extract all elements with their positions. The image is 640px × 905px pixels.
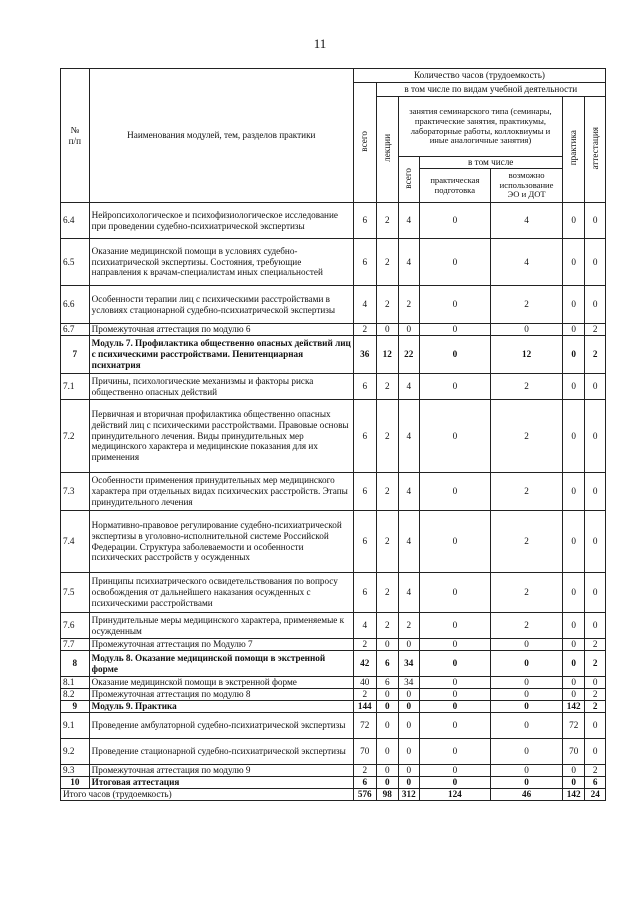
- hours-cell: 72: [562, 713, 585, 739]
- table-row: [61, 677, 606, 689]
- row-number: 6.7: [61, 324, 90, 336]
- hours-cell: 0: [419, 713, 491, 739]
- hours-cell: 34: [399, 677, 419, 689]
- row-number: 7.7: [61, 639, 90, 651]
- table-row: [61, 639, 606, 651]
- hours-cell: 0: [419, 473, 491, 511]
- row-number: 6.4: [61, 203, 90, 239]
- hours-cell: 4: [399, 573, 419, 613]
- hours-cell: 0: [419, 286, 491, 324]
- row-title: Оказание медицинской помощи в условиях судебно-психиатрической экспертизы. Состояния, требующие направления к врачам-специалистам иных специальностей: [89, 239, 353, 286]
- hours-cell: 0: [491, 324, 563, 336]
- header-seminar-total-cell: [399, 157, 419, 203]
- hours-cell: 4: [491, 203, 563, 239]
- hours-cell: 0: [585, 713, 606, 739]
- hours-cell: 6: [353, 511, 376, 573]
- hours-cell: 0: [491, 777, 563, 789]
- table-body: [61, 203, 606, 801]
- row-title: Нормативно-правовое регулирование судебно-психиатрической экспертизы в уголовно-исполнительной системе Российской Федерации. Структура заболеваемости и особенности психических расстройств у осужденных: [89, 511, 353, 573]
- hours-cell: 36: [353, 336, 376, 374]
- row-title: Особенности терапии лиц с психическими расстройствами в условиях стационарной судебно-психиатрической экспертизы: [89, 286, 353, 324]
- table-row: [61, 701, 606, 713]
- hours-cell: 6: [353, 203, 376, 239]
- hours-cell: 0: [419, 651, 491, 677]
- hours-cell: 70: [562, 739, 585, 765]
- table-row: [61, 239, 606, 286]
- table-row: [61, 324, 606, 336]
- hours-cell: 0: [419, 374, 491, 400]
- hours-cell: 2: [376, 511, 399, 573]
- hours-cell: 0: [376, 689, 399, 701]
- hours-cell: 0: [419, 336, 491, 374]
- hours-cell: 0: [419, 203, 491, 239]
- row-title: Принципы психиатрического освидетельствования по вопросу освобождения от дальнейшего наказания осужденных с психическими расстройствами: [89, 573, 353, 613]
- hours-cell: 0: [585, 239, 606, 286]
- hours-cell: 0: [419, 324, 491, 336]
- hours-cell: 2: [376, 286, 399, 324]
- hours-cell: 2: [585, 701, 606, 713]
- hours-cell: 0: [491, 765, 563, 777]
- hours-cell: 0: [376, 739, 399, 765]
- hours-cell: 0: [585, 739, 606, 765]
- hours-cell: 2: [491, 286, 563, 324]
- hours-cell: 4: [399, 473, 419, 511]
- hours-cell: 0: [562, 677, 585, 689]
- hours-cell: 2: [491, 400, 563, 473]
- hours-cell: 2: [585, 324, 606, 336]
- row-title: Промежуточная аттестация по Модулю 7: [89, 639, 353, 651]
- hours-cell: 2: [491, 613, 563, 639]
- table-row: [61, 400, 606, 473]
- hours-cell: 0: [562, 239, 585, 286]
- hours-cell: 2: [376, 613, 399, 639]
- header-lectures-cell: [376, 97, 399, 203]
- hours-cell: 0: [562, 203, 585, 239]
- row-number: 10: [61, 777, 90, 789]
- row-title: Проведение амбулаторной судебно-психиатрической экспертизы: [89, 713, 353, 739]
- hours-cell: 0: [562, 651, 585, 677]
- hours-cell: 0: [419, 677, 491, 689]
- hours-cell: 0: [491, 701, 563, 713]
- hours-cell: 0: [491, 739, 563, 765]
- hours-cell: 0: [419, 573, 491, 613]
- hours-cell: 6: [585, 777, 606, 789]
- header-practice-cell: [562, 97, 585, 203]
- hours-cell: 0: [399, 739, 419, 765]
- hours-cell: 2: [491, 511, 563, 573]
- total-cell: 24: [585, 789, 606, 801]
- hours-cell: 2: [399, 613, 419, 639]
- hours-cell: 0: [491, 639, 563, 651]
- row-number: 9.2: [61, 739, 90, 765]
- hours-cell: 70: [353, 739, 376, 765]
- header-attestation-cell: [585, 97, 606, 203]
- hours-cell: 2: [399, 286, 419, 324]
- hours-cell: 0: [419, 777, 491, 789]
- hours-cell: 0: [585, 286, 606, 324]
- hours-cell: 0: [419, 400, 491, 473]
- hours-cell: 0: [562, 573, 585, 613]
- total-cell: 142: [562, 789, 585, 801]
- hours-cell: 0: [491, 713, 563, 739]
- hours-cell: 2: [353, 689, 376, 701]
- row-title: Особенности применения принудительных мер медицинского характера при отдельных видах психических расстройств. Этапы принудительного лечения: [89, 473, 353, 511]
- hours-cell: 0: [562, 400, 585, 473]
- hours-cell: 2: [585, 651, 606, 677]
- hours-cell: 0: [399, 639, 419, 651]
- hours-cell: 0: [399, 777, 419, 789]
- row-number: 9.3: [61, 765, 90, 777]
- hours-cell: 0: [419, 639, 491, 651]
- hours-cell: 2: [376, 573, 399, 613]
- hours-cell: 2: [376, 374, 399, 400]
- hours-cell: 6: [376, 651, 399, 677]
- row-number: 7.1: [61, 374, 90, 400]
- hours-cell: 0: [491, 677, 563, 689]
- hours-cell: 40: [353, 677, 376, 689]
- header-practical-training: практическая подготовка: [419, 169, 491, 203]
- hours-cell: 144: [353, 701, 376, 713]
- total-row: [61, 789, 606, 801]
- header-lectures: лекции: [381, 134, 392, 163]
- hours-cell: 4: [399, 239, 419, 286]
- hours-cell: 0: [419, 701, 491, 713]
- row-number: 7.6: [61, 613, 90, 639]
- header-including-types: в том числе по видам учебной деятельности: [376, 83, 606, 97]
- hours-cell: 0: [419, 739, 491, 765]
- header-name: Наименования модулей, тем, разделов практики: [89, 69, 353, 203]
- hours-cell: 2: [491, 374, 563, 400]
- table-row: [61, 374, 606, 400]
- hours-cell: 0: [585, 677, 606, 689]
- header-total-cell: [353, 83, 376, 203]
- hours-cell: 0: [376, 713, 399, 739]
- hours-cell: 2: [376, 239, 399, 286]
- table-row: [61, 573, 606, 613]
- table-header: [61, 69, 606, 203]
- row-number: 6.6: [61, 286, 90, 324]
- table-row: [61, 765, 606, 777]
- hours-cell: 0: [562, 511, 585, 573]
- hours-cell: 0: [376, 765, 399, 777]
- row-title: Промежуточная аттестация по модулю 8: [89, 689, 353, 701]
- hours-cell: 0: [585, 473, 606, 511]
- row-number: 7.5: [61, 573, 90, 613]
- total-cell: 124: [419, 789, 491, 801]
- row-title: Модуль 7. Профилактика общественно опасных действий лиц с психическими расстройствами. Пенитенциарная психиатрия: [89, 336, 353, 374]
- hours-cell: 0: [585, 511, 606, 573]
- table-row: [61, 286, 606, 324]
- hours-cell: 0: [399, 765, 419, 777]
- hours-cell: 4: [353, 286, 376, 324]
- hours-cell: 0: [585, 374, 606, 400]
- hours-cell: 2: [353, 639, 376, 651]
- hours-cell: 0: [419, 765, 491, 777]
- hours-cell: 0: [376, 701, 399, 713]
- header-including: в том числе: [419, 157, 562, 169]
- hours-cell: 0: [399, 713, 419, 739]
- hours-cell: 0: [562, 613, 585, 639]
- total-cell: 576: [353, 789, 376, 801]
- row-title: Промежуточная аттестация по модулю 6: [89, 324, 353, 336]
- row-number: 7.4: [61, 511, 90, 573]
- table-row: [61, 777, 606, 789]
- hours-cell: 22: [399, 336, 419, 374]
- hours-cell: 0: [399, 701, 419, 713]
- row-title: Модуль 8. Оказание медицинской помощи в экстренной форме: [89, 651, 353, 677]
- hours-cell: 2: [491, 473, 563, 511]
- row-number: 9.1: [61, 713, 90, 739]
- header-eo-dot: возможно использование ЭО и ДОТ: [491, 169, 563, 203]
- row-title: Модуль 9. Практика: [89, 701, 353, 713]
- hours-cell: 0: [419, 239, 491, 286]
- header-num: № п/п: [61, 69, 90, 203]
- table-row: [61, 473, 606, 511]
- row-title: Причины, психологические механизмы и факторы риска общественно опасных действий: [89, 374, 353, 400]
- hours-cell: 12: [491, 336, 563, 374]
- hours-cell: 0: [585, 400, 606, 473]
- hours-cell: 6: [353, 473, 376, 511]
- hours-cell: 4: [399, 203, 419, 239]
- row-title: Промежуточная аттестация по модулю 9: [89, 765, 353, 777]
- hours-cell: 6: [376, 677, 399, 689]
- row-number: 8.1: [61, 677, 90, 689]
- table-row: [61, 713, 606, 739]
- hours-cell: 0: [585, 203, 606, 239]
- hours-cell: 2: [353, 324, 376, 336]
- hours-cell: 4: [399, 400, 419, 473]
- total-label: Итого часов (трудоемкость): [61, 789, 354, 801]
- hours-cell: 0: [491, 689, 563, 701]
- row-title: Нейропсихологическое и психофизиологическое исследование при проведении судебно-психиатрической экспертизы: [89, 203, 353, 239]
- hours-cell: 4: [399, 511, 419, 573]
- hours-cell: 2: [585, 689, 606, 701]
- row-title: Итоговая аттестация: [89, 777, 353, 789]
- hours-cell: 6: [353, 777, 376, 789]
- header-seminar-total: всего: [403, 167, 414, 189]
- page-number: 11: [313, 36, 327, 51]
- hours-cell: 2: [376, 473, 399, 511]
- hours-cell: 0: [585, 613, 606, 639]
- header-seminar: занятия семинарского типа (семинары, практические занятия, практикумы, лабораторные работы, коллоквиумы и иные аналогичные занятия): [399, 97, 563, 157]
- row-number: 8: [61, 651, 90, 677]
- hours-cell: 0: [419, 613, 491, 639]
- hours-cell: 2: [376, 203, 399, 239]
- table-row: [61, 689, 606, 701]
- hours-cell: 0: [376, 777, 399, 789]
- hours-cell: 4: [399, 374, 419, 400]
- hours-cell: 6: [353, 239, 376, 286]
- header-attestation: аттестация: [589, 126, 600, 170]
- table-row: [61, 203, 606, 239]
- hours-cell: 0: [562, 689, 585, 701]
- hours-cell: 4: [491, 239, 563, 286]
- row-number: 6.5: [61, 239, 90, 286]
- hours-cell: 0: [562, 765, 585, 777]
- hours-cell: 0: [419, 511, 491, 573]
- table-row: [61, 336, 606, 374]
- hours-cell: 0: [419, 689, 491, 701]
- hours-cell: 0: [562, 473, 585, 511]
- hours-cell: 0: [399, 324, 419, 336]
- hours-cell: 2: [353, 765, 376, 777]
- hours-cell: 2: [376, 400, 399, 473]
- row-title: Оказание медицинской помощи в экстренной форме: [89, 677, 353, 689]
- hours-cell: 2: [491, 573, 563, 613]
- row-number: 8.2: [61, 689, 90, 701]
- row-number: 7: [61, 336, 90, 374]
- hours-cell: 72: [353, 713, 376, 739]
- table-row: [61, 613, 606, 639]
- hours-cell: 0: [562, 336, 585, 374]
- total-cell: 46: [491, 789, 563, 801]
- total-cell: 98: [376, 789, 399, 801]
- row-number: 9: [61, 701, 90, 713]
- hours-cell: 0: [562, 374, 585, 400]
- hours-cell: 0: [491, 651, 563, 677]
- hours-cell: 0: [562, 777, 585, 789]
- hours-cell: 42: [353, 651, 376, 677]
- hours-cell: 0: [562, 324, 585, 336]
- hours-cell: 0: [376, 639, 399, 651]
- hours-cell: 12: [376, 336, 399, 374]
- row-title: Принудительные меры медицинского характера, применяемые к осужденным: [89, 613, 353, 639]
- hours-cell: 6: [353, 374, 376, 400]
- table-row: [61, 651, 606, 677]
- curriculum-table: [60, 68, 606, 801]
- hours-cell: 142: [562, 701, 585, 713]
- hours-cell: 6: [353, 573, 376, 613]
- header-practice: практика: [568, 130, 579, 166]
- hours-cell: 2: [585, 639, 606, 651]
- row-title: Проведение стационарной судебно-психиатрической экспертизы: [89, 739, 353, 765]
- table-row: [61, 511, 606, 573]
- row-title: Первичная и вторичная профилактика общественно опасных действий лиц с психическими расстройствами. Правовые основы принудительного лечения. Виды принудительных мер медицинского характера и медицинские показания для их применения: [89, 400, 353, 473]
- hours-cell: 2: [585, 765, 606, 777]
- hours-cell: 0: [562, 286, 585, 324]
- row-number: 7.3: [61, 473, 90, 511]
- hours-cell: 2: [585, 336, 606, 374]
- hours-cell: 0: [376, 324, 399, 336]
- hours-cell: 0: [399, 689, 419, 701]
- hours-cell: 34: [399, 651, 419, 677]
- row-number: 7.2: [61, 400, 90, 473]
- hours-cell: 0: [562, 639, 585, 651]
- header-hours: Количество часов (трудоемкость): [353, 69, 605, 83]
- total-cell: 312: [399, 789, 419, 801]
- header-total: всего: [359, 130, 370, 152]
- hours-cell: 0: [585, 573, 606, 613]
- hours-cell: 4: [353, 613, 376, 639]
- hours-cell: 6: [353, 400, 376, 473]
- table-row: [61, 739, 606, 765]
